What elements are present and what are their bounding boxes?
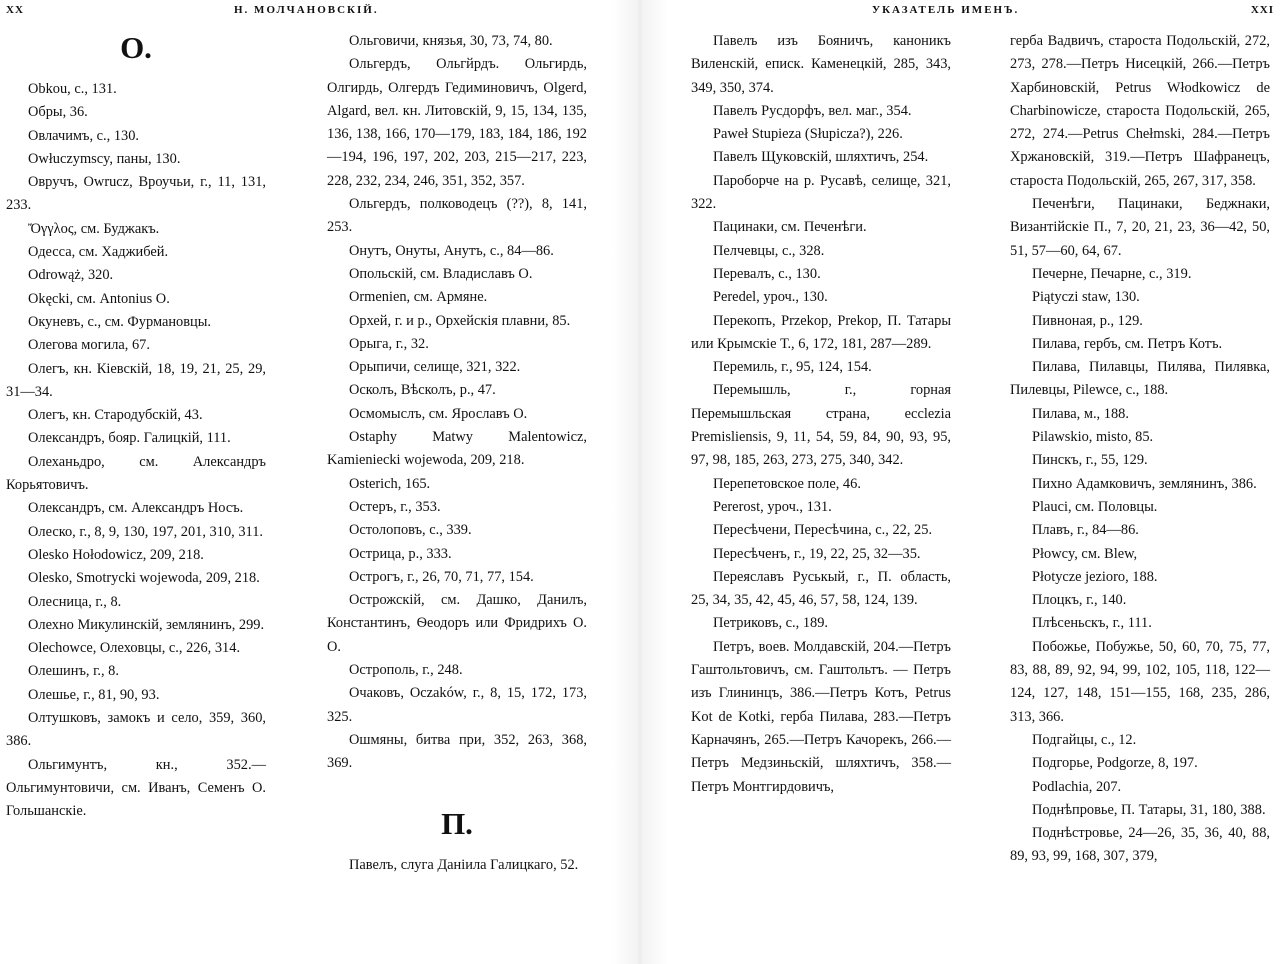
- index-entry: Олешье, г., 81, 90, 93.: [28, 686, 160, 703]
- index-entry: Osterich, 165.: [349, 475, 431, 492]
- index-entry: Płotycze jezioro, 188.: [1032, 568, 1158, 585]
- index-entry: Олегъ, кн. Кіевскій, 18, 19, 21, 25, 29, 31—34.: [6, 360, 266, 400]
- index-entry: Pilawskio, misto, 85.: [1032, 429, 1154, 446]
- index-entry: Переяславъ Руськый, г., П. область, 25, 34, 35, 42, 45, 46, 57, 58, 124, 139.: [691, 568, 951, 609]
- index-entry: Перемиль, г., 95, 124, 154.: [713, 359, 872, 376]
- book-gutter: [612, 0, 668, 964]
- index-entry: Олегова могила, 67.: [28, 337, 150, 354]
- index-entry: Поднѣстровье, 24—26, 35, 36, 40, 88, 89, 93, 99, 168, 307, 379,: [1010, 825, 1270, 865]
- index-entry: Поднѣпровье, П. Татары, 31, 180, 388.: [1032, 801, 1266, 818]
- index-entry: Okęcki, см. Antonius O.: [28, 290, 170, 307]
- index-entry: Олександръ, см. Александръ Носъ.: [28, 500, 244, 517]
- index-entry: Острогъ, г., 26, 70, 71, 77, 154.: [349, 568, 534, 585]
- index-entry: Pererost, уроч., 131.: [713, 498, 832, 515]
- index-entry: Олександръ, бояр. Галицкій, 111.: [28, 430, 231, 447]
- index-entry: Олесница, г., 8.: [28, 593, 122, 610]
- index-entry: Ольгердъ, полководецъ (??), 8, 141, 253.: [327, 196, 587, 236]
- index-entry: Побожье, Побужье, 50, 60, 70, 75, 77, 83, 88, 89, 92, 94, 99, 102, 105, 118, 122—124, 127, 148, 151—155, 168, 235, 286, 313, 366.: [1010, 638, 1270, 725]
- index-entry: Ольговичи, князья, 30, 73, 74, 80.: [349, 33, 553, 49]
- index-entry: Опольскій, см. Владиславъ О.: [349, 265, 533, 282]
- index-entry: Olesko Hołodowicz, 209, 218.: [28, 546, 204, 563]
- index-entry: Олехно Микулинскій, землянинъ, 299.: [28, 616, 265, 633]
- index-entry: Piątyczi staw, 130.: [1032, 289, 1140, 306]
- index-entry: Олегъ, кн. Стародубскій, 43.: [28, 407, 203, 424]
- index-entry: Плавъ, г., 84—86.: [1032, 522, 1139, 539]
- index-entry: Острожскій, см. Дашко, Данилъ, Константинъ, Ѳеодоръ или Фридрихъ О. О.: [327, 592, 587, 655]
- index-entry: Пересѣчени, Пересѣчина, с., 22, 25.: [713, 522, 933, 539]
- index-entry: Olechowce, Олеховцы, с., 226, 314.: [28, 640, 241, 657]
- page-number: XXI: [1250, 4, 1274, 16]
- index-entry: Пинскъ, г., 55, 129.: [1032, 452, 1148, 469]
- index-entry: Орыпичи, селище, 321, 322.: [349, 359, 521, 376]
- index-entry: Подгайцы, с., 12.: [1032, 731, 1137, 748]
- index-entry: Петръ, воев. Молдавскій, 204.—Петръ Гаштольтовичъ, см. Гаштольтъ. — Петръ изъ Глининцъ, 386.—Петръ Котъ, Petrus Kot de Kotki, герба Пилава, 283.—Петръ Карначянъ, 265.—Петръ Качорекъ, 266.—Петръ Медзиньскій, шляхтичъ, 358.—Петръ Монтгирдовичъ,: [691, 638, 951, 795]
- index-entry: Ostaphy Matwy Malentowicz, Kamieniecki wojewoda, 209, 218.: [327, 429, 587, 469]
- index-entry: Овлачимъ, с., 130.: [28, 127, 140, 144]
- index-entry: Павелъ, слуга Данiила Галицкаго, 52.: [349, 856, 579, 873]
- running-head: УКАЗАТЕЛЬ ИМЕНЪ.: [872, 4, 1020, 16]
- index-entry: Окуневъ, с., см. Фурмановцы.: [28, 313, 212, 330]
- index-entry: Пацинаки, см. Печенѣги.: [713, 219, 867, 236]
- index-entry: Пилава, гербъ, см. Петръ Котъ.: [1032, 335, 1223, 352]
- index-entry: Остолоповъ, с., 339.: [349, 522, 472, 539]
- index-entry: Плѣсеньскъ, г., 111.: [1032, 615, 1152, 632]
- index-entry: Орыга, г., 32.: [349, 335, 429, 352]
- page-header: [6, 4, 606, 20]
- right-page: [668, 0, 1280, 964]
- index-entry: Plauci, см. Половцы.: [1032, 498, 1158, 515]
- page-header: [674, 4, 1274, 20]
- index-entry: Овручъ, Owrucz, Вроучьи, г., 11, 131, 233.: [6, 174, 266, 214]
- index-entry: Ὄγγλος, см. Буджакъ.: [28, 220, 160, 237]
- index-entry: Онутъ, Онуты, Анутъ, с., 84—86.: [349, 242, 554, 259]
- index-entry: Пелчевцы, с., 328.: [713, 242, 825, 259]
- index-entry: Олтушковъ, замокъ и село, 359, 360, 386.: [6, 710, 266, 750]
- index-entry: Одесса, см. Хаджибей.: [28, 244, 169, 261]
- index-entry: Пароборче на р. Русавѣ, селище, 321, 322.: [691, 172, 951, 213]
- index-entry: Олешинъ, г., 8.: [28, 663, 119, 680]
- index-entry: Петриковъ, с., 189.: [713, 615, 829, 632]
- index-entry: Ольгимунтъ, кн., 352.—Ольгимунтовичи, см. Иванъ, Семенъ О. Гольшанскіе.: [6, 756, 266, 820]
- index-entry: герба Вадвичъ, староста Подольскій, 272, 273, 278.—Петръ Нисецкій, 266.—Петръ Харбиновскій, Petrus Włodkowicz de Charbinowicze, староста Подольскій, 265, 272, 274.—Petrus Chełmski, 284.—Петръ Хржановскій, 319.—Петръ Шафранецъ, староста Подольскій, 265, 267, 317, 358.: [1010, 33, 1270, 189]
- index-entry: Пилава, м., 188.: [1032, 405, 1129, 422]
- index-entry: Перевалъ, с., 130.: [713, 265, 821, 282]
- index-entry: Ошмяны, битва при, 352, 263, 368, 369.: [327, 731, 587, 772]
- index-entry: Орхей, г. и р., Орхейскія плавни, 85.: [349, 312, 571, 329]
- index-entry: Пилава, Пилавцы, Пилява, Пилявка, Пилевцы, Pilewce, с., 188.: [1010, 359, 1270, 399]
- index-entry: Paweł Stupieza (Słupicza?), 226.: [713, 126, 903, 143]
- index-entry: Очаковъ, Oczaków, г., 8, 15, 172, 173, 325.: [327, 685, 587, 725]
- index-entry: Peredel, уроч., 130.: [713, 289, 828, 306]
- index-entry: Павелъ Русдорфъ, вел. маг., 354.: [713, 102, 912, 119]
- section-letter: П.: [441, 805, 473, 841]
- index-entry: Obkou, с., 131.: [28, 81, 117, 97]
- running-head: Н. МОЛЧАНОВСКІЙ.: [234, 4, 379, 16]
- index-entry: Перекопъ, Przekop, Prekop, П. Татары или Крымскіе Т., 6, 172, 181, 287—289.: [691, 312, 951, 352]
- index-column-2: [327, 30, 587, 964]
- left-page: [0, 0, 612, 964]
- page-number: XX: [6, 4, 24, 16]
- index-column-2: [1010, 30, 1270, 964]
- index-entry: Обры, 36.: [28, 104, 88, 121]
- index-entry: Остеръ, г., 353.: [349, 498, 441, 515]
- index-entry: Пивноная, р., 129.: [1032, 312, 1143, 329]
- index-entry: Owłuczymscy, паны, 130.: [28, 150, 181, 167]
- index-entry: Павелъ Щуковскій, шляхтичъ, 254.: [713, 149, 929, 166]
- index-entry: Острополь, г., 248.: [349, 662, 463, 679]
- index-entry: Перепетовское поле, 46.: [713, 475, 861, 492]
- index-entry: Острица, р., 333.: [349, 545, 452, 562]
- index-entry: Плоцкъ, г., 140.: [1032, 592, 1127, 609]
- section-letter: О.: [120, 30, 152, 65]
- index-entry: Павелъ изъ Бояничъ, каноникъ Виленскій, епиcк. Каменецкій, 285, 343, 349, 350, 374.: [691, 33, 951, 96]
- index-entry: Осмомыслъ, см. Ярославъ О.: [349, 405, 528, 422]
- index-entry: Odrowąż, 320.: [28, 267, 114, 284]
- index-entry: Płowcy, см. Blew,: [1032, 545, 1138, 562]
- index-entry: Ольгердъ, Ольгйрдъ. Ольгирдь, Олгирдь, Олгердъ Гедиминовичъ, Olgerd, Algard, вел. кн. Литовскій, 9, 15, 134, 135, 136, 138, 166, 170—179, 183, 184, 186, 192—194, 196, 197, 202, 203, 215—217, 223, 228, 232, 234, 246, 351, 352, 357.: [327, 56, 587, 189]
- index-entry: Олеханьдро, см. Александръ Корьятовичъ.: [6, 453, 266, 494]
- index-entry: Пихно Адамковичъ, землянинъ, 386.: [1032, 475, 1257, 492]
- index-entry: Олеско, г., 8, 9, 130, 197, 201, 310, 311.: [28, 523, 263, 540]
- index-entry: Печенѣги, Пацинаки, Беджнаки, Византійскіе П., 7, 20, 21, 23, 36—42, 50, 51, 57—60, 64, 67.: [1010, 196, 1270, 259]
- index-entry: Ormenien, см. Армяне.: [349, 289, 488, 306]
- index-column-1: [691, 30, 951, 964]
- index-entry: Подгорье, Podgorze, 8, 197.: [1032, 755, 1198, 772]
- index-column-1: [6, 30, 266, 964]
- index-entry: Осколъ, Вѣсколъ, р., 47.: [349, 382, 496, 399]
- index-entry: Podlachia, 207.: [1032, 778, 1122, 795]
- index-entry: Пересѣченъ, г., 19, 22, 25, 32—35.: [713, 545, 921, 562]
- index-entry: Olesko, Smotrycki wojewoda, 209, 218.: [28, 570, 260, 587]
- index-entry: Перемышль, г., горная Перемышльская страна, ecclezia Premisliensis, 9, 11, 54, 59, 84, 90, 93, 95, 97, 98, 185, 263, 273, 275, 340, 342.: [691, 382, 951, 469]
- index-entry: Печерне, Печарне, с., 319.: [1032, 265, 1192, 282]
